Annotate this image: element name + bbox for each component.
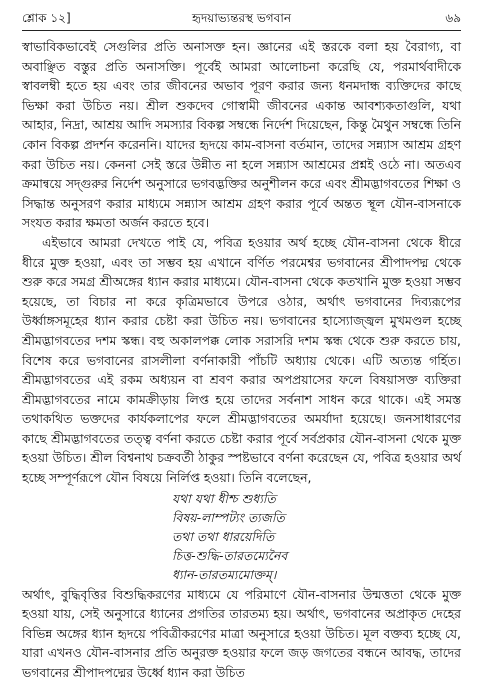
verse-reference: শ্লোক ১২] [22,11,71,25]
running-header [22,8,461,28]
paragraph: এইভাবে আমরা দেখতে পাই যে, পবিত্র হওয়ার অর্থ হচ্ছে যৌন-বাসনা থেকে ধীরে ধীরে মুক্ত হওয়া, এবং তা সম্ভব হয় এখানে বর্ণিত পরমেশ্বর ভগবানের শ্রীপাদপদ্ম থেকে শুরু করে সমগ্র শ্রীঅঙ্গের ধ্যান করার মাধ্যমে। যৌন-বাসনা থেকে কতখানি মুক্ত হওয়া সম্ভব হয়েছে, তা বিচার না করে কৃত্রিমভাবে উপরে ওঠার, অর্থাৎ ভগবানের দিব্যরূপের উর্ধ্বাঙ্গসমূহের ধ্যান করার চেষ্টা করা উচিত নয়। ভগবানের হাস্যোজ্জ্বল মুখমণ্ডল হচ্ছে শ্রীমদ্ভাগবতের দশম স্কন্ধ। বহু অকালপক্ক লোক সরাসরি দশম স্কন্ধ থেকে শুরু করতে চায়, বিশেষ করে ভগবানের রাসলীলা বর্ণনাকারী পাঁচটি অধ্যায় থেকে। এটি অত্যন্ত গর্হিত। শ্রীমদ্ভাগবতের এই রকম অধ্যয়ন বা শ্রবণ করার অপপ্রয়াসের ফলে বিষয়াসক্ত ব্যক্তিরা শ্রীমদ্ভাগবতের নামে কামক্রীড়ায় লিপ্ত হয়ে তাদের সর্বনাশ সাধন করে থাকে। এই সমস্ত তথাকথিত ভক্তদের কার্যকলাপের ফলে শ্রীমদ্ভাগবতের অমর্যাদা হয়েছে। জনসাধারণের কাছে শ্রীমদ্ভাগবতের তত্ত্ব বর্ণনা করতে চেষ্টা করার পূর্বে সর্বপ্রকার যৌন-বাসনা থেকে মুক্ত হওয়া উচিত। শ্রীল বিশ্বনাথ চক্রবর্তী ঠাকুর স্পষ্টভাবে বর্ণনা করেছেন যে, পবিত্র হওয়ার অর্থ হচ্ছে সম্পূর্ণরূপে যৌন বিষয়ে নির্লিপ্ত হওয়া। তিনি বলেছেন, [22,234,461,486]
verse-line: চিত্ত-শুদ্ধি-তারতম্যেনৈব [172,547,288,563]
verse-line: তথা তথা ধারয়েদিতি [172,528,275,544]
paragraph: স্বাভাবিকভাবেই সেগুলির প্রতি অনাসক্ত হন। জ্ঞানের এই স্তরকে বলা হয় বৈরাগ্য, বা অবাঞ্ছিত বস্তুর প্রতি অনাসক্তি। পূর্বেই আমরা আলোচনা করেছি যে, পরমার্থবাদীকে স্বাবলম্বী হতে হয় এবং তার জীবনের অভাব পূরণ করার জন্য ধনমদান্ধ ব্যক্তিদের কাছে ভিক্ষা করা উচিত নয়। শ্রীল শুকদেব গোস্বামী জীবনের একান্ত আবশ্যকতাগুলি, যথা আহার, নিদ্রা, আশ্রয় আদি সমস্যার বিকল্প সম্বন্ধে নির্দেশ দিয়েছেন, কিন্তু মৈথুন সম্বন্ধে তিনি কোন বিকল্প প্রদর্শন করেননি। যাদের হৃদয়ে কাম-বাসনা বর্তমান, তাদের সন্ন্যাস আশ্রম গ্রহণ করা উচিত নয়। কেননা সেই স্তরে উন্নীত না হলে সন্ন্যাস আশ্রমের প্রশ্নই ওঠে না। অতএব ক্রমান্বয়ে সদ্গুরুর নির্দেশ অনুসারে ভগবদ্ভক্তির অনুশীলন করে এবং শ্রীমদ্ভাগবতের শিক্ষা ও সিদ্ধান্ত অনুসরণ করার মাধ্যমে সন্ন্যাস আশ্রম গ্রহণ করার পূর্বে অন্তত স্থূল যৌন-বাসনাকে সংযত করার ক্ষমতা অর্জন করতে হবে। [22,39,461,231]
verse-line: বিষয়-লাম্পট্যং ত্যজতি [172,509,285,525]
sanskrit-quote [172,489,461,584]
verse-line: ধ্যান-তারতম্যমোক্তম্। [172,566,277,582]
paragraph: অর্থাৎ, বুদ্ধিবৃত্তির বিশুদ্ধিকরণের মাধ্যমে যে পরিমাণে যৌন-বাসনার উন্মত্ততা থেকে মুক্ত হওয়া যায়, সেই অনুসারে ধ্যানের প্রগতির তারতম্য হয়। অর্থাৎ, ভগবানের অপ্রাকৃত দেহের বিভিন্ন অঙ্গের ধ্যান হৃদয়ে পবিত্রীকরণের মাত্রা অনুসারে হওয়া উচিত। মূল বক্তব্য হচ্ছে যে, যারা এখনও যৌন-বাসনার প্রতি অনুরক্ত হওয়ার ফলে জড় জগতের বন্ধনে আবদ্ধ, তাদের ভগবানের শ্রীপাদপদ্মের উর্ধ্বে ধ্যান করা উচিত [22,586,461,681]
verse-line: যথা যথা ধীশ্চ শুধ্যতি [172,490,276,506]
page-number: ৬৯ [445,11,461,25]
purport-text [22,37,461,683]
chapter-title: হৃদয়াভ্যন্তরস্থ ভগবান [191,11,291,25]
header-divider [22,30,461,31]
